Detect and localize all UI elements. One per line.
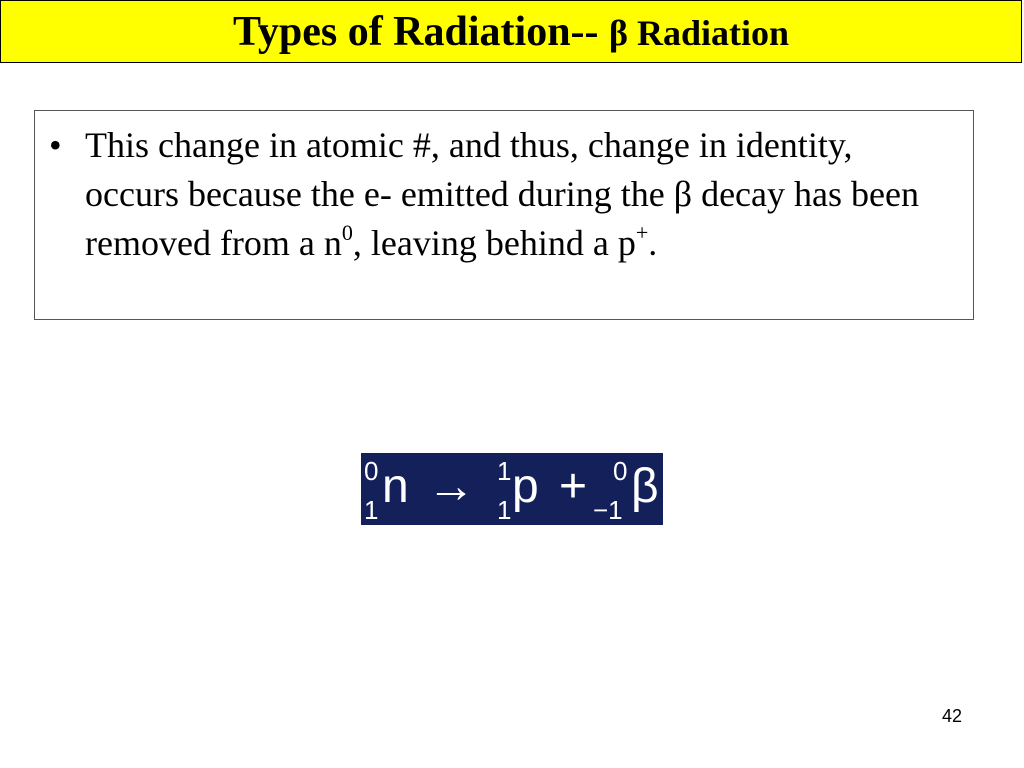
proton-symbol: p <box>512 460 539 513</box>
title-beta: β Radiation <box>609 12 790 53</box>
bullet-text-part3: . <box>648 223 658 263</box>
plus-sign: + <box>559 460 588 513</box>
beta-symbol: β <box>631 460 659 513</box>
bullet-text-part2: , leaving behind a p <box>352 223 636 263</box>
slide-title-bar <box>0 0 1022 63</box>
bullet-marker: • <box>49 125 62 165</box>
reaction-arrow: → <box>427 460 475 513</box>
proton-mass-number: 1 <box>497 456 512 486</box>
neutron-mass-number: 0 <box>364 456 379 486</box>
bullet-text-part1: This change in atomic #, and thus, change in identity, occurs because the e- emitted during the β decay has been removed from a n <box>85 125 919 263</box>
page-number: 42 <box>941 706 962 726</box>
title-main: Types of Radiation-- <box>232 8 599 55</box>
bullet-item <box>49 121 933 268</box>
proton-charge-number: 1 <box>497 495 512 525</box>
neutron-superscript: 0 <box>341 220 353 245</box>
beta-mass-number: 0 <box>613 456 628 486</box>
content-box <box>34 110 974 320</box>
bullet-text <box>85 121 933 268</box>
neutron-symbol: n <box>382 460 409 513</box>
proton-superscript: + <box>635 220 649 245</box>
beta-decay-equation <box>361 453 663 525</box>
slide-title <box>233 8 789 56</box>
beta-charge-number: −1 <box>593 495 623 525</box>
neutron-charge-number: 1 <box>364 495 379 525</box>
